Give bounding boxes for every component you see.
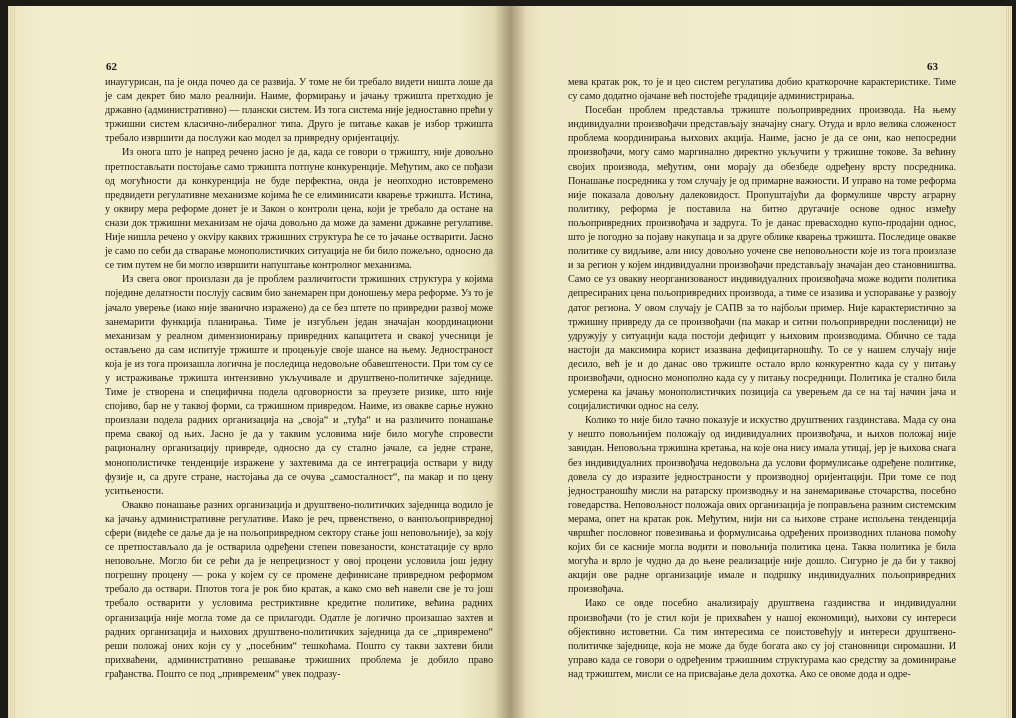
paragraph: инаугурисан, па је онда почео да се развија. У томе не би требало видети ништа лоше да је сам декрет био мало реалнији. Наиме, формирању и јачању тржишта претходио је државно (административно) — плански систем. Из тога система није једноставно прећи у тржишни систем класично-либералног типа. Друго је питање какав је избор тржишта требало извршити да послужи као модел за привредну оријентацију. — [105, 77, 493, 145]
paragraph: Колико то није било тачно показује и искуство друштвених газдинстава. Мада су она у нешто повољнијем положају од индивидуалних произвођача, и њихов положај није завидан. Неповољна тржишна кретања, на које она нису имала утицај, јер је њихова снага без индивидуалних произвођача недовољна да услови формулисање одређене политике, довела су до изразите једностраности у производној оријентацији. При томе се под једностраношћу мисли на ратарску производњу и на занемаривање сточарства, посебно говедарства. Неповољност положаја ових организација је поправљена разним системским мерама, опет на кратак рок. Међутим, нији ни са њихове стране испољена тенденција чвршћег пословног повезивања и формулисања одређених производних планова помоћу којих би се касније могла водити и повољнија политика цена. Таква политика је била могућа и врло је чудно да до њене реализације није дошло. Сигурно је да би у таквој акцији ове радне организације имале и подршку индивидуалних пољопривредних произвођача. — [568, 415, 956, 596]
paragraph: мева кратак рок, то је и цео систем регулатива добио краткорочне карактеристике. Тиме су само додатно ојачане већ постојеће традиције администрирања. — [568, 77, 956, 103]
paragraph: Посебан проблем представља тржиште пољопривредних производа. На њему индивидуални произвођачи представљају значајну снагу. Отуда и врло велика сложеност проблема координирања њихових акција. Наиме, јасно је да се они, као непосредни произвођачи, могу само маргинално директно укључити у тржишне токове. За већину својих производа, међутим, они морају да обезбеде одређену врсту посредника. Понашање посредника у том случају је од примарне важности. И управо на томе реформа није показала довољну далековидост. Пропуштајући да формулише чврсту аграрну политику, реформа је поставила на битно другачије основе однос између пољопривредних произвођача и задруга. То је данас превасходно купо-продајни однос, што је погодно за појаву накупаца и за друге облике кварења тржишта. Последице овакве политике су видљиве, али нису довољно уочене све неповољности које из тога произлазе и за регион у којем индивидуални произвођачи представљају значајан део становништва. Само се уз овакву неорганизованост индивидуалних произвођача може водити политика депресираних цена пољопривредних производа, а тиме се изазива и успоравање у развоју датог региона. У овом случају је САПВ за то најбољи пример. Није карактеристично за тржишну привреду да се произвођачи (па макар и ситни пољопривредни посленици) не удружују у ситуацији када постоји дефицит у њиховим производима. Обично се тада настоји да максимира корист изазвана дефицитарношћу. То се у нашем случају није десило, већ је и до данас ово тржиште остало врло конкурентно када су у питању произвођачи, односно монополно када су у питању посредници. Политика је стално била усмерена ка јачању монополистичких позиција са уверењем да се на тај начин јача и социјалистички однос на селу. — [568, 105, 956, 413]
paragraph: Иако се овде посебно анализирају друштвена газдинства и индивидуални произвођачи (то је стил који је прихваћен у нашој економици), њихови су интереси објективно истоветни. Са тим интересима се поистовећују и интереси друштвено-политичке заједнице, која не може да буде богата ако су јој становници сиромашни. И управо када се говори о одређеним тржишним структурама као средству за доминирање над тржиштем, мисли се на присвајање дела дохотка. Ако се овоме дода и одре- — [568, 598, 956, 680]
page-edges — [1005, 6, 1012, 718]
paragraph: Из онога што је напред речено јасно је да, када се говори о тржишту, није довољно претпостављати постојање само тржишта потпуне конкуренције. Међутим, ако се пођази од могућности да конкуренција не буде перфектна, онда је неопходно истовремено предвидети регулативне механизме којима ће се елиминисати кварење тржишта. Истина, у оквиру мера реформе донет је и Закон о контроли цена, који је требало да остане на снази док тржишни механизам не ојача довољно да може да замени државне регулативе. Није нишла речено у окviру каквих тржишних структура ће се то јачање остварити. Јасно је само по себи да стварање монополистичких ситуација не би било пожељно, односно да се тим путем не би могло извршити напуштање контролног механизма. — [105, 147, 493, 272]
book-gutter-shadow — [510, 6, 526, 718]
paragraph: Из свега овог произлази да је проблем различитости тржишних структура у којима поједине делатности послују сасвим био занемарен при доношењу мера реформе. Уз то је јачало уверење (иако није званично изражено) да се без штете по привредни развој може занемарити функција планирања. Тиме је изгубљен један значајан координациони механизам у реалном димензионирању привредних капацитета и свакој учесници је остављено да сам испитује тржиште и процењује своје шансе на њему. Једностраност која је из тога произашла логична је последица недовољне обавештености. При том су се у истраживање тржишта интензивно укључивале и друштвено-политичке заједнице. Тиме је створена и специфична подела одговорности за преузете ризике, што није спојиво, бар не у таквој форми, са тржишном привредом. Наиме, из овакве сарње нужно произлази подела радних организација на „своја“ и „туђа“ и на различито понашање према свакој од њих. Јасно је да у таквим условима није било могуће спровести рационалну организацију привреде, односно да су стално јачале, са једне стране, монополистичке тенденције изражене у захтевима да се интеграција оствари у виду фузије и, са друге стране, настојања да се очува „самосталност“, па макар и по цену уситњености. — [105, 274, 493, 497]
right-page — [510, 6, 1012, 718]
paragraph: Овакво понашање разних организација и друштвено-политичких заједница водило је ка јачању административне регулативе. Иако је реч, првенствено, о ванпољопривредној сфери (видеће се даље да је на пољопривредном сектору стање још неповољније), за коју се претпостављало да је остварила одређени степен повезаности, констатације су врло неповољне. Могло би се рећи да је непрецизност у овој процени условила још једну погрешну процену — рока у којем су се промене дефинисане привредном реформом требало да оствари. Ппотов тога је рок био кратак, а како смо већ навели све је то још требало остварити у условима рестриктивне кредитне политике, већина радних организација није могла томе да се прилагоди. Одатле је логично произашао захтев и радних организација и њихових друштвено-политичких заједница да се „привремено“ реши положај оних којн су у „посебним“ тешкоћама. Пошто су такви захтеви били прихваћени, административно решавање тржишних проблема је добило право грађанства. Пошто се под „привремеим“ увек подразу- — [105, 499, 493, 680]
page-text — [105, 76, 493, 682]
open-book — [8, 6, 1012, 718]
left-page — [8, 6, 510, 718]
book-gutter-shadow — [494, 6, 510, 718]
page-number: 63 — [927, 61, 938, 73]
page-number: 62 — [106, 61, 117, 73]
page-text — [568, 76, 956, 682]
page-edges — [8, 6, 15, 718]
